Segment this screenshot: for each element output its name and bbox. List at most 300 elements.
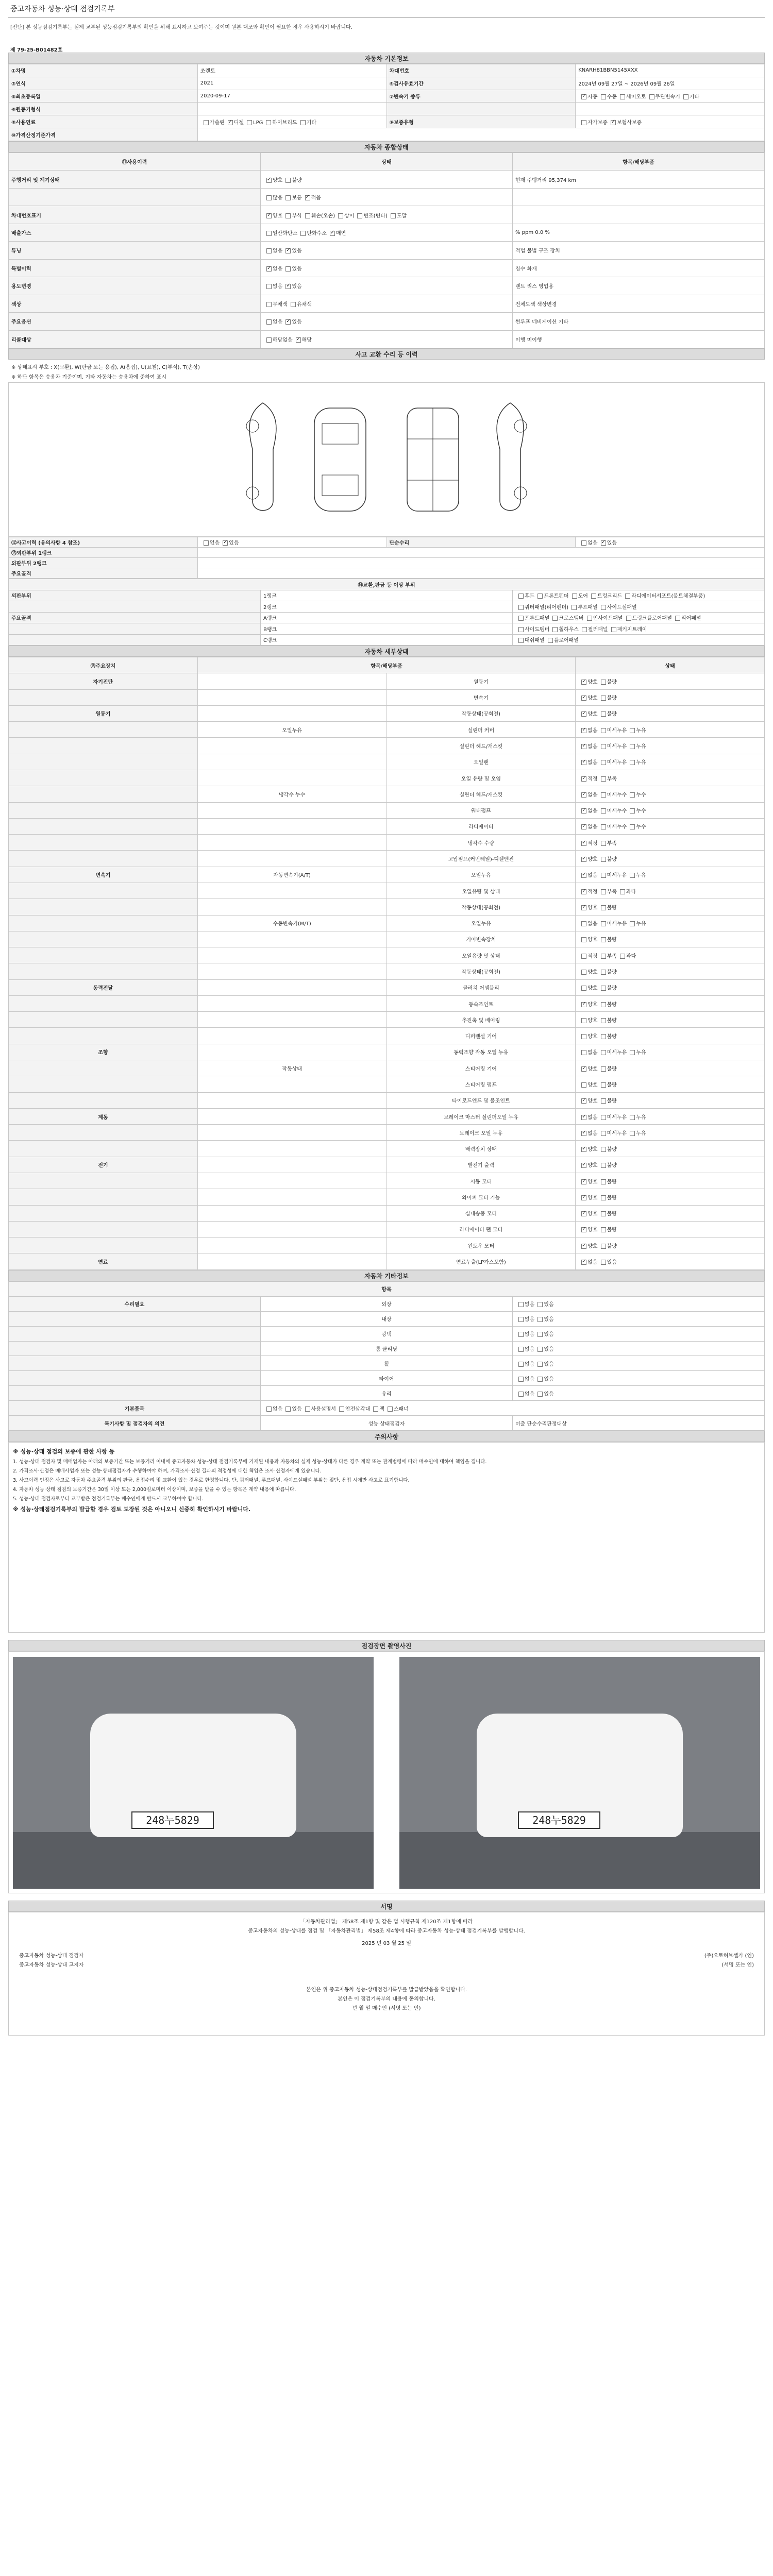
checkbox-option[interactable]: [598, 935, 617, 943]
checkbox-option[interactable]: [598, 1177, 617, 1185]
checkbox-option[interactable]: [578, 935, 597, 943]
checkbox-icon[interactable]: [548, 638, 553, 643]
checkbox-icon[interactable]: [572, 605, 577, 610]
checkbox-icon[interactable]: [601, 921, 606, 926]
checkbox-option[interactable]: [534, 1375, 553, 1382]
checkbox-icon[interactable]: [620, 889, 625, 894]
checkbox-icon[interactable]: [601, 1034, 606, 1039]
checkbox-option[interactable]: [627, 871, 646, 878]
checkbox-icon[interactable]: [581, 1244, 586, 1249]
checkbox-icon[interactable]: [518, 1317, 524, 1322]
checkbox-icon[interactable]: [581, 970, 586, 975]
checkbox-option[interactable]: [578, 871, 597, 878]
checkbox-icon[interactable]: [601, 970, 606, 975]
checkbox-option[interactable]: [534, 1300, 553, 1308]
checkbox-option[interactable]: [388, 211, 407, 219]
checkbox-icon[interactable]: [537, 1317, 543, 1322]
checkbox-option[interactable]: [549, 625, 579, 633]
checkbox-icon[interactable]: [581, 1002, 586, 1007]
checkbox-option[interactable]: [534, 1345, 553, 1352]
checkbox-icon[interactable]: [601, 1227, 606, 1232]
checkbox-icon[interactable]: [601, 728, 606, 733]
checkbox-icon[interactable]: [518, 1377, 524, 1382]
checkbox-option[interactable]: [302, 193, 321, 201]
checkbox-option[interactable]: [515, 1315, 534, 1323]
checkbox-option[interactable]: [534, 1315, 553, 1323]
checkbox-icon[interactable]: [601, 540, 606, 546]
checkbox-option[interactable]: [534, 1330, 553, 1337]
checkbox-option[interactable]: [282, 193, 301, 201]
checkbox-icon[interactable]: [266, 284, 272, 289]
checkbox-option[interactable]: [282, 317, 301, 325]
checkbox-icon[interactable]: [581, 1195, 586, 1200]
checkbox-option[interactable]: [578, 1193, 597, 1201]
checkbox-option[interactable]: [598, 968, 617, 975]
checkbox-icon[interactable]: [581, 841, 586, 846]
checkbox-icon[interactable]: [285, 1406, 291, 1412]
checkbox-icon[interactable]: [611, 627, 616, 632]
checkbox-icon[interactable]: [537, 1347, 543, 1352]
checkbox-option[interactable]: [263, 264, 282, 272]
checkbox-option[interactable]: [598, 693, 617, 701]
checkbox-icon[interactable]: [581, 824, 586, 829]
checkbox-option[interactable]: [384, 1404, 409, 1412]
checkbox-icon[interactable]: [581, 905, 586, 910]
checkbox-option[interactable]: [627, 822, 646, 830]
checkbox-icon[interactable]: [285, 213, 291, 218]
checkbox-option[interactable]: [578, 806, 597, 814]
checkbox-icon[interactable]: [611, 120, 616, 125]
checkbox-icon[interactable]: [537, 1332, 543, 1337]
checkbox-option[interactable]: [534, 591, 568, 599]
checkbox-option[interactable]: [578, 1177, 597, 1185]
checkbox-icon[interactable]: [388, 1406, 393, 1412]
checkbox-icon[interactable]: [204, 540, 209, 546]
checkbox-icon[interactable]: [305, 195, 310, 200]
checkbox-option[interactable]: [578, 774, 597, 782]
checkbox-icon[interactable]: [247, 120, 252, 125]
checkbox-icon[interactable]: [285, 284, 291, 289]
checkbox-icon[interactable]: [581, 921, 586, 926]
checkbox-icon[interactable]: [581, 1131, 586, 1136]
checkbox-option[interactable]: [263, 229, 297, 236]
checkbox-icon[interactable]: [601, 605, 606, 610]
checkbox-icon[interactable]: [300, 231, 306, 236]
checkbox-option[interactable]: [598, 1161, 617, 1168]
checkbox-option[interactable]: [598, 677, 617, 685]
checkbox-icon[interactable]: [537, 1392, 543, 1397]
checkbox-option[interactable]: [578, 693, 597, 701]
checkbox-option[interactable]: [302, 211, 335, 219]
checkbox-icon[interactable]: [601, 1260, 606, 1265]
checkbox-icon[interactable]: [591, 594, 596, 599]
checkbox-option[interactable]: [598, 1080, 617, 1088]
checkbox-option[interactable]: [598, 1145, 617, 1153]
checkbox-icon[interactable]: [581, 1147, 586, 1152]
checkbox-icon[interactable]: [266, 231, 272, 236]
checkbox-icon[interactable]: [305, 213, 310, 218]
checkbox-option[interactable]: [282, 282, 301, 290]
checkbox-option[interactable]: [598, 758, 627, 766]
checkbox-icon[interactable]: [601, 824, 606, 829]
checkbox-option[interactable]: [598, 887, 617, 895]
checkbox-option[interactable]: [598, 855, 617, 862]
checkbox-icon[interactable]: [330, 231, 335, 236]
checkbox-option[interactable]: [598, 1225, 617, 1233]
checkbox-option[interactable]: [646, 92, 680, 100]
checkbox-option[interactable]: [598, 1032, 617, 1040]
checkbox-icon[interactable]: [537, 1302, 543, 1307]
checkbox-icon[interactable]: [601, 808, 606, 814]
checkbox-icon[interactable]: [630, 744, 635, 749]
checkbox-option[interactable]: [578, 1225, 597, 1233]
checkbox-icon[interactable]: [601, 937, 606, 942]
checkbox-icon[interactable]: [601, 873, 606, 878]
checkbox-option[interactable]: [598, 1193, 617, 1201]
checkbox-option[interactable]: [578, 709, 597, 717]
checkbox-icon[interactable]: [518, 616, 524, 621]
checkbox-icon[interactable]: [581, 1018, 586, 1023]
checkbox-option[interactable]: [608, 118, 642, 126]
checkbox-option[interactable]: [627, 1129, 646, 1137]
checkbox-icon[interactable]: [582, 627, 587, 632]
checkbox-option[interactable]: [627, 806, 646, 814]
checkbox-option[interactable]: [293, 335, 312, 343]
checkbox-option[interactable]: [578, 1000, 597, 1008]
checkbox-option[interactable]: [598, 1209, 617, 1217]
checkbox-icon[interactable]: [581, 1227, 586, 1232]
checkbox-icon[interactable]: [266, 337, 272, 343]
checkbox-icon[interactable]: [537, 594, 543, 599]
checkbox-option[interactable]: [515, 591, 534, 599]
checkbox-option[interactable]: [578, 1032, 597, 1040]
checkbox-icon[interactable]: [625, 594, 630, 599]
checkbox-option[interactable]: [598, 726, 627, 734]
checkbox-option[interactable]: [282, 176, 301, 183]
checkbox-icon[interactable]: [518, 638, 524, 643]
checkbox-icon[interactable]: [291, 302, 296, 307]
checkbox-icon[interactable]: [630, 808, 635, 814]
checkbox-option[interactable]: [282, 264, 301, 272]
checkbox-icon[interactable]: [601, 954, 606, 959]
checkbox-option[interactable]: [598, 92, 617, 100]
checkbox-option[interactable]: [578, 822, 597, 830]
checkbox-icon[interactable]: [581, 954, 586, 959]
checkbox-option[interactable]: [220, 538, 239, 546]
checkbox-option[interactable]: [598, 538, 617, 546]
checkbox-icon[interactable]: [601, 760, 606, 765]
checkbox-icon[interactable]: [357, 213, 362, 218]
checkbox-option[interactable]: [680, 92, 699, 100]
checkbox-option[interactable]: [282, 246, 301, 254]
checkbox-icon[interactable]: [266, 319, 272, 325]
checkbox-icon[interactable]: [630, 873, 635, 878]
checkbox-icon[interactable]: [581, 937, 586, 942]
checkbox-icon[interactable]: [601, 1050, 606, 1055]
checkbox-option[interactable]: [297, 229, 327, 236]
checkbox-option[interactable]: [515, 1375, 534, 1382]
checkbox-icon[interactable]: [601, 889, 606, 894]
checkbox-icon[interactable]: [601, 776, 606, 782]
checkbox-option[interactable]: [263, 1404, 282, 1412]
checkbox-option[interactable]: [578, 1258, 597, 1265]
checkbox-icon[interactable]: [601, 986, 606, 991]
checkbox-option[interactable]: [578, 758, 597, 766]
checkbox-option[interactable]: [370, 1404, 384, 1412]
checkbox-option[interactable]: [336, 1404, 370, 1412]
checkbox-icon[interactable]: [601, 1018, 606, 1023]
checkbox-icon[interactable]: [630, 760, 635, 765]
checkbox-option[interactable]: [578, 1145, 597, 1153]
checkbox-option[interactable]: [598, 822, 627, 830]
checkbox-option[interactable]: [588, 591, 622, 599]
checkbox-option[interactable]: [545, 636, 579, 643]
checkbox-option[interactable]: [263, 118, 297, 126]
checkbox-icon[interactable]: [518, 1362, 524, 1367]
checkbox-option[interactable]: [282, 211, 301, 219]
checkbox-icon[interactable]: [572, 594, 577, 599]
checkbox-option[interactable]: [627, 1113, 646, 1121]
checkbox-icon[interactable]: [581, 1179, 586, 1184]
checkbox-option[interactable]: [578, 1064, 597, 1072]
checkbox-option[interactable]: [515, 1300, 534, 1308]
checkbox-icon[interactable]: [601, 744, 606, 749]
checkbox-option[interactable]: [598, 952, 617, 959]
checkbox-option[interactable]: [617, 952, 636, 959]
checkbox-option[interactable]: [598, 1048, 627, 1056]
checkbox-icon[interactable]: [581, 1034, 586, 1039]
checkbox-icon[interactable]: [581, 711, 586, 717]
checkbox-icon[interactable]: [630, 792, 635, 798]
checkbox-icon[interactable]: [601, 841, 606, 846]
checkbox-icon[interactable]: [581, 808, 586, 814]
checkbox-option[interactable]: [263, 211, 282, 219]
checkbox-option[interactable]: [598, 709, 617, 717]
checkbox-icon[interactable]: [285, 319, 291, 325]
checkbox-icon[interactable]: [266, 195, 272, 200]
checkbox-option[interactable]: [200, 538, 220, 546]
checkbox-option[interactable]: [598, 806, 627, 814]
checkbox-option[interactable]: [627, 1048, 646, 1056]
checkbox-icon[interactable]: [581, 1115, 586, 1120]
checkbox-option[interactable]: [515, 1360, 534, 1367]
checkbox-option[interactable]: [598, 1129, 627, 1137]
checkbox-icon[interactable]: [581, 1211, 586, 1216]
checkbox-icon[interactable]: [601, 1163, 606, 1168]
checkbox-icon[interactable]: [581, 1163, 586, 1168]
checkbox-icon[interactable]: [285, 266, 291, 272]
checkbox-option[interactable]: [578, 887, 597, 895]
checkbox-option[interactable]: [515, 603, 568, 611]
checkbox-icon[interactable]: [630, 728, 635, 733]
checkbox-icon[interactable]: [228, 120, 233, 125]
checkbox-icon[interactable]: [285, 248, 291, 253]
checkbox-option[interactable]: [327, 229, 346, 236]
checkbox-icon[interactable]: [675, 616, 680, 621]
checkbox-icon[interactable]: [581, 728, 586, 733]
checkbox-icon[interactable]: [518, 1332, 524, 1337]
checkbox-option[interactable]: [598, 774, 617, 782]
checkbox-icon[interactable]: [601, 94, 606, 99]
checkbox-icon[interactable]: [601, 1211, 606, 1216]
checkbox-option[interactable]: [578, 855, 597, 862]
checkbox-icon[interactable]: [552, 616, 558, 621]
checkbox-option[interactable]: [598, 903, 617, 911]
checkbox-icon[interactable]: [649, 94, 654, 99]
checkbox-icon[interactable]: [581, 760, 586, 765]
checkbox-icon[interactable]: [601, 1131, 606, 1136]
checkbox-icon[interactable]: [630, 824, 635, 829]
checkbox-option[interactable]: [515, 1389, 534, 1397]
checkbox-icon[interactable]: [601, 1147, 606, 1152]
checkbox-option[interactable]: [578, 1113, 597, 1121]
checkbox-icon[interactable]: [601, 1066, 606, 1072]
checkbox-option[interactable]: [549, 614, 583, 621]
checkbox-icon[interactable]: [373, 1406, 378, 1412]
checkbox-icon[interactable]: [630, 921, 635, 926]
checkbox-option[interactable]: [579, 625, 608, 633]
checkbox-icon[interactable]: [581, 792, 586, 798]
checkbox-option[interactable]: [598, 1242, 617, 1249]
checkbox-icon[interactable]: [518, 605, 524, 610]
checkbox-option[interactable]: [627, 758, 646, 766]
checkbox-icon[interactable]: [552, 627, 558, 632]
checkbox-icon[interactable]: [266, 213, 272, 218]
checkbox-option[interactable]: [578, 1242, 597, 1249]
checkbox-icon[interactable]: [601, 1098, 606, 1104]
checkbox-icon[interactable]: [601, 905, 606, 910]
checkbox-option[interactable]: [584, 614, 623, 621]
checkbox-option[interactable]: [578, 1096, 597, 1104]
checkbox-option[interactable]: [515, 625, 549, 633]
checkbox-option[interactable]: [598, 1000, 617, 1008]
checkbox-icon[interactable]: [630, 1050, 635, 1055]
checkbox-icon[interactable]: [630, 1115, 635, 1120]
checkbox-icon[interactable]: [601, 711, 606, 717]
checkbox-icon[interactable]: [581, 986, 586, 991]
checkbox-icon[interactable]: [266, 248, 272, 253]
checkbox-option[interactable]: [288, 300, 312, 308]
checkbox-icon[interactable]: [601, 1195, 606, 1200]
checkbox-option[interactable]: [578, 726, 597, 734]
checkbox-option[interactable]: [578, 1080, 597, 1088]
checkbox-icon[interactable]: [581, 1050, 586, 1055]
checkbox-icon[interactable]: [285, 195, 291, 200]
checkbox-icon[interactable]: [518, 594, 524, 599]
checkbox-option[interactable]: [534, 1360, 553, 1367]
checkbox-option[interactable]: [598, 1016, 617, 1024]
checkbox-option[interactable]: [578, 919, 597, 927]
checkbox-option[interactable]: [598, 1096, 617, 1104]
checkbox-icon[interactable]: [620, 94, 625, 99]
checkbox-icon[interactable]: [391, 213, 396, 218]
checkbox-option[interactable]: [263, 335, 293, 343]
checkbox-option[interactable]: [568, 603, 598, 611]
checkbox-icon[interactable]: [587, 616, 592, 621]
checkbox-option[interactable]: [578, 92, 597, 100]
checkbox-option[interactable]: [598, 919, 627, 927]
checkbox-option[interactable]: [672, 614, 701, 621]
checkbox-option[interactable]: [515, 614, 549, 621]
checkbox-option[interactable]: [578, 742, 597, 750]
checkbox-icon[interactable]: [601, 680, 606, 685]
checkbox-option[interactable]: [598, 603, 637, 611]
checkbox-icon[interactable]: [537, 1362, 543, 1367]
checkbox-icon[interactable]: [581, 1098, 586, 1104]
checkbox-option[interactable]: [578, 790, 597, 798]
checkbox-icon[interactable]: [223, 540, 228, 546]
checkbox-option[interactable]: [263, 176, 282, 183]
checkbox-icon[interactable]: [581, 1260, 586, 1265]
checkbox-icon[interactable]: [338, 213, 343, 218]
checkbox-icon[interactable]: [581, 857, 586, 862]
checkbox-icon[interactable]: [581, 744, 586, 749]
checkbox-option[interactable]: [515, 1345, 534, 1352]
checkbox-icon[interactable]: [581, 1082, 586, 1088]
checkbox-option[interactable]: [515, 636, 545, 643]
checkbox-option[interactable]: [578, 839, 597, 846]
checkbox-option[interactable]: [200, 118, 225, 126]
checkbox-icon[interactable]: [305, 1406, 310, 1412]
checkbox-icon[interactable]: [518, 627, 524, 632]
checkbox-option[interactable]: [282, 1404, 301, 1412]
checkbox-icon[interactable]: [601, 1179, 606, 1184]
checkbox-icon[interactable]: [339, 1406, 344, 1412]
checkbox-option[interactable]: [354, 211, 387, 219]
checkbox-option[interactable]: [263, 300, 288, 308]
checkbox-icon[interactable]: [266, 120, 271, 125]
checkbox-icon[interactable]: [266, 178, 272, 183]
checkbox-icon[interactable]: [581, 696, 586, 701]
checkbox-icon[interactable]: [581, 776, 586, 782]
checkbox-icon[interactable]: [285, 178, 291, 183]
checkbox-option[interactable]: [225, 118, 244, 126]
checkbox-icon[interactable]: [601, 1082, 606, 1088]
checkbox-option[interactable]: [335, 211, 354, 219]
checkbox-icon[interactable]: [601, 1115, 606, 1120]
checkbox-icon[interactable]: [581, 873, 586, 878]
checkbox-option[interactable]: [578, 1161, 597, 1168]
checkbox-option[interactable]: [578, 1129, 597, 1137]
checkbox-icon[interactable]: [518, 1302, 524, 1307]
checkbox-icon[interactable]: [683, 94, 688, 99]
checkbox-icon[interactable]: [266, 302, 272, 307]
checkbox-icon[interactable]: [204, 120, 209, 125]
checkbox-icon[interactable]: [630, 1131, 635, 1136]
checkbox-icon[interactable]: [581, 889, 586, 894]
checkbox-option[interactable]: [608, 625, 647, 633]
checkbox-option[interactable]: [622, 591, 705, 599]
checkbox-option[interactable]: [627, 726, 646, 734]
checkbox-option[interactable]: [627, 742, 646, 750]
checkbox-option[interactable]: [598, 1064, 617, 1072]
checkbox-icon[interactable]: [601, 1002, 606, 1007]
checkbox-option[interactable]: [598, 742, 627, 750]
checkbox-icon[interactable]: [300, 120, 306, 125]
checkbox-option[interactable]: [627, 790, 646, 798]
checkbox-option[interactable]: [302, 1404, 336, 1412]
checkbox-icon[interactable]: [581, 680, 586, 685]
checkbox-option[interactable]: [578, 968, 597, 975]
checkbox-icon[interactable]: [581, 94, 586, 99]
checkbox-option[interactable]: [263, 246, 282, 254]
checkbox-option[interactable]: [263, 317, 282, 325]
checkbox-option[interactable]: [297, 118, 316, 126]
checkbox-option[interactable]: [569, 591, 588, 599]
checkbox-option[interactable]: [598, 984, 617, 991]
checkbox-icon[interactable]: [537, 1377, 543, 1382]
checkbox-option[interactable]: [578, 1048, 597, 1056]
